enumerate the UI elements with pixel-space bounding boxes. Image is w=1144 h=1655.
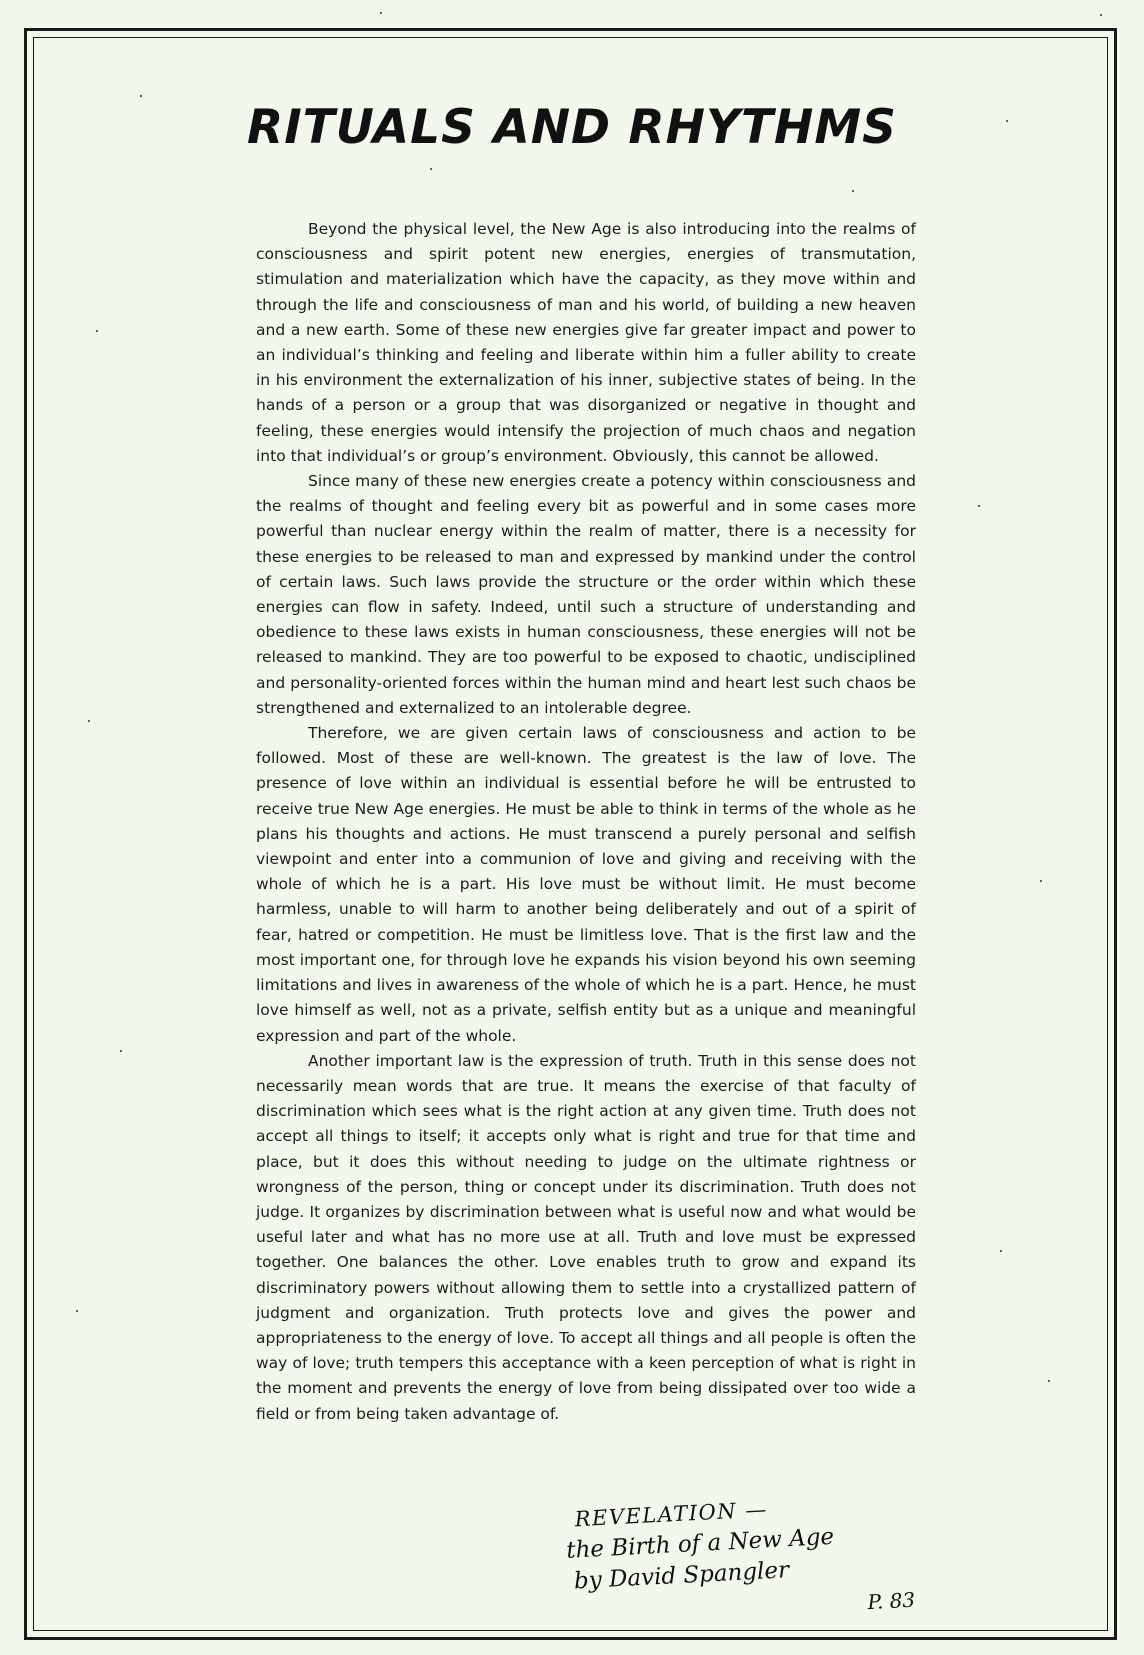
scan-speck [380,12,382,14]
scan-speck [120,1050,122,1052]
scan-speck [1048,1380,1050,1382]
scan-speck [978,505,980,507]
scan-speck [1000,1250,1002,1252]
scan-speck [852,190,854,192]
scan-speck [1006,120,1008,122]
body-text [256,217,916,1427]
scan-speck [1100,14,1102,16]
scan-speck [96,330,98,332]
paragraph-4: Another important law is the expression of truth. Truth in this sense does not necessarily mean words that are true. It means the exercise of that faculty of discrimination which sees what is the right action at any given time. Truth does not accept all things to itself; it accepts only what is right and true for that time and place, but it does this without needing to judge on the ultimate rightness or wrongness of the person, thing or concept under its discrimination. Truth does not judge. It organizes by discrimination between what is useful now and what would be useful later and what has no more use at all. Truth and love must be expressed together. One balances the other. Love enables truth to grow and expand its discriminatory powers without allowing them to settle into a crystallized pattern of judgment and organization. Truth protects love and gives the power and appropriateness to the energy of love. To accept all things and all people is often the way of love; truth tempers this acceptance with a keen perception of what is right in the moment and prevents the energy of love from being dissipated over too wide a field or from being taken advantage of. [256,1051,916,1423]
document-title: RITUALS AND RHYTHMS [247,100,897,155]
handwritten-author: by David Spangler [573,1557,790,1595]
paragraph-3: Therefore, we are given certain laws of consciousness and action to be followed. Most of these are well-known. The greatest is the law of love. The presence of love within an individual is essential before he will be entrusted to receive true New Age energies. He must be able to think in terms of the whole as he plans his thoughts and actions. He must transcend a purely personal and selfish viewpoint and enter into a communion of love and giving and receiving with the whole of which he is a part. His love must be without limit. He must become harmless, unable to will harm to another being deliberately and out of a spirit of fear, hatred or competition. He must be limitless love. That is the first law and the most important one, for through love he expands his vision beyond his own seeming limitations and lives in awareness of the whole of which he is a part. Hence, he must love himself as well, not as a private, selfish entity but as a unique and meaningful expression and part of the whole. [256,724,916,1045]
paragraph-2: Since many of these new energies create a potency within consciousness and the realms of thought and feeling every bit as powerful and in some cases more powerful than nuclear energy within the realm of matter, there is a necessity for these energies to be released to man and expressed by mankind under the control of certain laws. Such laws provide the structure or the order within which these energies can flow in safety. Indeed, until such a structure of understanding and obedience to these laws exists in human consciousness, these energies will not be released to mankind. They are too powerful to be exposed to chaotic, undisciplined and personality-oriented forces within the human mind and heart lest such chaos be strengthened and externalized to an intolerable degree. [256,472,916,717]
scan-speck [430,168,432,170]
scan-speck [140,95,142,97]
handwritten-book-title: REVELATION — [574,1497,769,1532]
handwritten-page-number: P. 83 [866,1587,916,1615]
paragraph-1: Beyond the physical level, the New Age is also introducing into the realms of consciousness and spirit potent new energies, energies of transmutation, stimulation and materialization which have the capacity, as they move within and through the life and consciousness of man and his world, of building a new heaven and a new earth. Some of these new energies give far greater impact and power to an individual’s thinking and feeling and liberate within him a fuller ability to create in his environment the externalization of his inner, subjective states of being. In the hands of a person or a group that was disorganized or negative in thought and feeling, these energies would intensify the projection of much chaos and negation into that individual’s or group’s environment. Obviously, this cannot be allowed. [256,220,916,465]
scan-speck [1040,880,1042,882]
scan-speck [76,1310,78,1312]
handwritten-subtitle: the Birth of a New Age [565,1523,835,1564]
scan-speck [88,720,90,722]
handwritten-source-note [562,1485,946,1615]
